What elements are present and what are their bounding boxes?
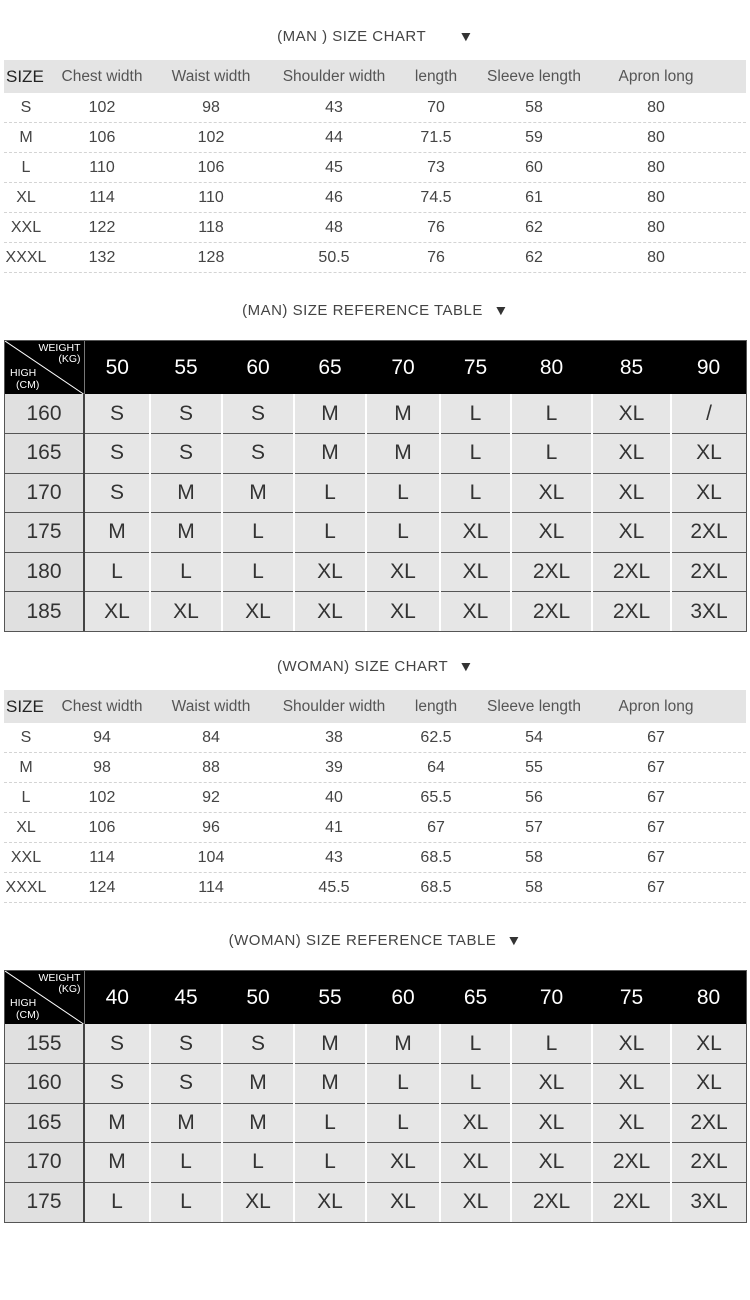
size-cell: 2XL (671, 1103, 746, 1143)
measurement-value: 43 (325, 99, 343, 116)
size-label: XL (16, 189, 36, 206)
triangle-down-icon: ▼ (457, 658, 474, 674)
measurement-value: 132 (88, 249, 116, 266)
measurement-value: 71.5 (420, 129, 452, 146)
weight-header-cell: 65 (294, 341, 366, 394)
table-row (4, 843, 746, 873)
height-cell: 170 (5, 473, 84, 513)
weight-header-cell: 75 (592, 971, 671, 1024)
measurement-value: 104 (197, 849, 225, 866)
table-row (4, 213, 746, 243)
measurement-value: 114 (89, 189, 115, 206)
measurement-value: 55 (525, 759, 543, 776)
measurement-value: 80 (647, 99, 665, 116)
measurement-value: 106 (88, 819, 116, 836)
woman-size-chart-title (0, 656, 750, 676)
table-row (4, 153, 746, 183)
measurement-value: 68.5 (420, 879, 452, 896)
size-cell: L (511, 394, 592, 434)
height-unit-text: (CM) (16, 379, 40, 391)
measurement-value: 84 (202, 729, 220, 746)
measurement-value: 76 (427, 219, 445, 236)
measurement-value: 44 (325, 129, 343, 146)
table-row (5, 1143, 746, 1183)
measurement-value: 102 (88, 99, 116, 116)
measurement-value: 68.5 (420, 849, 452, 866)
size-cell: L (440, 1064, 511, 1104)
weight-header-cell: 90 (671, 341, 746, 394)
size-cell: L (150, 1143, 222, 1183)
weight-unit-text: (KG) (58, 353, 81, 365)
weight-header-cell: 60 (222, 341, 294, 394)
measurement-value: 39 (325, 759, 343, 776)
measurement-value: 61 (525, 189, 543, 206)
size-cell: 2XL (671, 552, 746, 592)
table-row (4, 93, 746, 123)
measurement-value: 118 (198, 219, 224, 236)
header-cell: Apron long (618, 68, 694, 85)
size-chart-header (4, 60, 746, 93)
size-cell: L (366, 1064, 440, 1104)
size-cell: S (150, 1024, 222, 1064)
header-cell: Sleeve length (487, 68, 581, 85)
measurement-value: 96 (202, 819, 220, 836)
size-cell: XL (222, 1182, 294, 1222)
size-cell: XL (366, 592, 440, 632)
height-label-text: HIGH (10, 997, 37, 1009)
header-cell: Chest width (61, 698, 143, 715)
table-row (5, 592, 746, 632)
measurement-value: 64 (427, 759, 445, 776)
header-cell: Waist width (171, 698, 251, 715)
weight-header-cell: 50 (222, 971, 294, 1024)
woman-reference-table (4, 970, 747, 1223)
size-cell: XL (671, 1024, 746, 1064)
height-cell: 175 (5, 513, 84, 553)
size-cell: L (294, 1103, 366, 1143)
size-cell: XL (592, 1064, 671, 1104)
height-cell: 155 (5, 1024, 84, 1064)
size-cell: XL (150, 592, 222, 632)
table-row (5, 1064, 746, 1104)
measurement-value: 38 (325, 729, 343, 746)
size-cell: XL (440, 1143, 511, 1183)
height-unit-text: (CM) (16, 1009, 40, 1021)
measurement-value: 94 (93, 729, 111, 746)
table-row (5, 1024, 746, 1064)
size-cell: M (366, 394, 440, 434)
size-cell: S (84, 1024, 150, 1064)
measurement-value: 67 (647, 759, 665, 776)
size-cell: XL (511, 1103, 592, 1143)
size-label: L (21, 159, 31, 176)
height-cell: 180 (5, 552, 84, 592)
table-row (4, 873, 746, 903)
weight-header-cell: 85 (592, 341, 671, 394)
measurement-value: 59 (525, 129, 543, 146)
size-cell: 2XL (671, 513, 746, 553)
size-cell: XL (592, 394, 671, 434)
measurement-value: 70 (427, 99, 445, 116)
measurement-value: 58 (525, 99, 543, 116)
size-cell: S (150, 394, 222, 434)
size-cell: M (150, 473, 222, 513)
size-cell: 3XL (690, 1190, 728, 1213)
table-row (5, 552, 746, 592)
table-row (4, 123, 746, 153)
table-row (5, 434, 746, 474)
size-cell: XL (671, 1064, 746, 1104)
weight-header-row (5, 971, 746, 1024)
size-cell: S (222, 1024, 294, 1064)
size-cell: L (440, 473, 511, 513)
measurement-value: 80 (647, 129, 665, 146)
size-cell: L (366, 473, 440, 513)
measurement-value: 67 (427, 819, 445, 836)
measurement-value: 45 (325, 159, 343, 176)
size-cell: XL (511, 473, 592, 513)
size-cell: 2XL (671, 1143, 746, 1183)
size-cell: L (366, 1103, 440, 1143)
measurement-value: 80 (647, 159, 665, 176)
height-cell: 165 (5, 1103, 84, 1143)
size-cell: XL (440, 592, 511, 632)
header-cell: Chest width (61, 68, 143, 85)
header-cell: Sleeve length (487, 698, 581, 715)
size-cell: L (511, 1024, 592, 1064)
size-cell: XL (294, 1182, 366, 1222)
weight-label (39, 343, 81, 365)
table-row (5, 394, 746, 434)
header-cell: Shoulder width (282, 698, 386, 715)
measurement-value: 88 (202, 759, 220, 776)
measurement-value: 80 (647, 249, 665, 266)
size-cell: S (84, 434, 150, 474)
header-cell: length (414, 698, 458, 715)
measurement-value: 67 (647, 789, 665, 806)
size-cell: XL (671, 473, 746, 513)
measurement-value: 48 (325, 219, 343, 236)
size-cell: M (366, 1024, 440, 1064)
size-label: XL (16, 819, 36, 836)
measurement-value: 80 (647, 189, 665, 206)
size-cell: M (150, 1103, 222, 1143)
size-cell: L (366, 513, 440, 553)
size-cell: S (222, 394, 294, 434)
size-cell: M (84, 1143, 150, 1183)
header-cell: SIZE (6, 67, 44, 86)
size-label: XXL (10, 849, 42, 866)
table-row (4, 783, 746, 813)
measurement-value: 60 (525, 159, 543, 176)
weight-header-cell: 55 (150, 341, 222, 394)
size-cell: M (150, 513, 222, 553)
measurement-value: 50.5 (318, 249, 350, 266)
size-cell: XL (440, 552, 511, 592)
size-label: XXL (10, 219, 42, 236)
weight-label (39, 973, 81, 995)
header-cell: Waist width (171, 68, 251, 85)
weight-header-cell: 80 (511, 341, 592, 394)
size-cell: L (84, 1182, 150, 1222)
size-cell: XL (294, 552, 366, 592)
measurement-value: 80 (647, 219, 665, 236)
measurement-value: 98 (202, 99, 220, 116)
height-label (10, 367, 39, 391)
size-cell: L (511, 434, 592, 474)
triangle-down-icon: ▼ (506, 932, 523, 948)
size-cell: XL (294, 592, 366, 632)
size-cell: L (294, 1143, 366, 1183)
table-row (5, 473, 746, 513)
weight-header-cell: 70 (511, 971, 592, 1024)
size-cell: M (366, 434, 440, 474)
measurement-value: 41 (325, 819, 343, 836)
measurement-value: 67 (647, 849, 665, 866)
size-cell: M (222, 1064, 294, 1104)
size-cell: 3XL (690, 599, 728, 623)
measurement-value: 124 (88, 879, 116, 896)
measurement-value: 106 (197, 159, 225, 176)
size-cell: XL (592, 434, 671, 474)
size-cell: S (150, 1064, 222, 1104)
height-cell: 165 (5, 434, 84, 474)
measurement-value: 114 (198, 879, 224, 896)
table-row (5, 1103, 746, 1143)
measurement-value: 65.5 (420, 789, 452, 806)
header-cell: Apron long (618, 698, 694, 715)
man-reference-title (0, 300, 750, 320)
height-label (10, 997, 39, 1021)
size-cell: 2XL (511, 592, 592, 632)
size-cell: XL (440, 513, 511, 553)
size-cell: S (84, 394, 150, 434)
size-cell: M (84, 513, 150, 553)
size-cell: S (222, 434, 294, 474)
header-cell: Shoulder width (282, 68, 386, 85)
height-cell: 160 (5, 1064, 84, 1104)
table-row (4, 753, 746, 783)
weight-header-cell: 75 (440, 341, 511, 394)
size-cell: L (440, 394, 511, 434)
measurement-value: 58 (525, 879, 543, 896)
height-cell: 160 (5, 394, 84, 434)
size-cell: S (150, 434, 222, 474)
size-cell: S (84, 1064, 150, 1104)
size-cell: S (84, 473, 150, 513)
measurement-value: 45.5 (318, 879, 350, 896)
size-cell: XL (366, 1182, 440, 1222)
size-cell: L (84, 552, 150, 592)
measurement-value: 56 (525, 789, 543, 806)
table-row (4, 723, 746, 753)
size-cell: XL (592, 513, 671, 553)
size-cell: M (222, 1103, 294, 1143)
size-cell: 2XL (592, 1143, 671, 1183)
size-cell: M (84, 1103, 150, 1143)
height-cell: 175 (5, 1182, 84, 1222)
measurement-value: 128 (197, 249, 225, 266)
size-chart-header (4, 690, 746, 723)
table-row (4, 183, 746, 213)
size-cell: L (440, 1024, 511, 1064)
corner-cell (5, 341, 84, 394)
triangle-down-icon: ▼ (492, 302, 509, 318)
size-cell: XL (222, 592, 294, 632)
weight-header-cell: 40 (84, 971, 150, 1024)
table-row (5, 1182, 746, 1222)
measurement-value: 62.5 (420, 729, 452, 746)
size-cell: L (294, 513, 366, 553)
woman-size-chart (4, 690, 746, 903)
size-label: L (21, 789, 31, 806)
size-cell: M (294, 434, 366, 474)
weight-header-cell: 45 (150, 971, 222, 1024)
size-cell: 2XL (511, 1182, 592, 1222)
measurement-value: 76 (427, 249, 445, 266)
table-row (4, 813, 746, 843)
size-cell: 2XL (592, 592, 671, 632)
size-cell: XL (592, 1103, 671, 1143)
size-label: M (19, 129, 33, 146)
measurement-value: 92 (202, 789, 220, 806)
woman-reference-title (0, 930, 750, 950)
size-cell: L (294, 473, 366, 513)
size-cell: XL (511, 1064, 592, 1104)
size-cell: L (222, 552, 294, 592)
size-cell: XL (440, 1103, 511, 1143)
size-cell: XL (671, 434, 746, 474)
size-cell: / (671, 394, 746, 434)
size-cell: XL (511, 513, 592, 553)
measurement-value: 73 (427, 159, 445, 176)
measurement-value: 122 (88, 219, 116, 236)
size-label: M (19, 759, 33, 776)
weight-header-cell: 65 (440, 971, 511, 1024)
measurement-value: 46 (325, 189, 343, 206)
corner-cell (5, 971, 84, 1024)
header-cell: length (414, 68, 458, 85)
weight-header-cell: 50 (84, 341, 150, 394)
size-cell: XL (592, 1024, 671, 1064)
measurement-value: 67 (647, 729, 665, 746)
measurement-value: 43 (325, 849, 343, 866)
size-cell: L (150, 1182, 222, 1222)
measurement-value: 62 (525, 249, 543, 266)
measurement-value: 102 (88, 789, 116, 806)
measurement-value: 102 (197, 129, 225, 146)
man-reference-title-text: (MAN) SIZE REFERENCE TABLE (242, 302, 483, 319)
measurement-value: 62 (525, 219, 543, 236)
woman-reference-title-text: (WOMAN) SIZE REFERENCE TABLE (228, 932, 497, 949)
measurement-value: 74.5 (420, 189, 452, 206)
measurement-value: 114 (89, 849, 115, 866)
size-cell: M (294, 1064, 366, 1104)
measurement-value: 67 (647, 819, 665, 836)
measurement-value: 67 (647, 879, 665, 896)
size-cell: M (222, 473, 294, 513)
size-label: XXXL (5, 249, 47, 266)
measurement-value: 110 (198, 189, 224, 206)
size-cell: 2XL (592, 552, 671, 592)
measurement-value: 98 (93, 759, 111, 776)
height-label-text: HIGH (10, 367, 37, 379)
size-cell: XL (366, 552, 440, 592)
size-label: S (20, 729, 32, 746)
man-size-chart (4, 60, 746, 273)
man-reference-table (4, 340, 747, 632)
size-cell: XL (592, 473, 671, 513)
size-cell: L (222, 1143, 294, 1183)
weight-header-cell: 70 (366, 341, 440, 394)
size-cell: XL (84, 592, 150, 632)
size-cell: XL (440, 1182, 511, 1222)
weight-header-cell: 60 (366, 971, 440, 1024)
table-row (4, 243, 746, 273)
woman-size-chart-title-text: (WOMAN) SIZE CHART (277, 658, 448, 675)
size-cell: 2XL (511, 552, 592, 592)
measurement-value: 58 (525, 849, 543, 866)
weight-label-text: WEIGHT (38, 342, 81, 354)
triangle-down-icon: ▼ (457, 28, 474, 44)
header-cell: SIZE (6, 697, 44, 716)
measurement-value: 40 (325, 789, 343, 806)
measurement-value: 57 (525, 819, 543, 836)
size-cell: M (294, 1024, 366, 1064)
weight-header-row (5, 341, 746, 394)
size-label: XXXL (5, 879, 47, 896)
size-cell: L (150, 552, 222, 592)
measurement-value: 54 (525, 729, 543, 746)
weight-unit-text: (KG) (58, 983, 81, 995)
size-cell: L (440, 434, 511, 474)
size-cell: M (294, 394, 366, 434)
man-size-chart-title (0, 26, 750, 46)
measurement-value: 110 (89, 159, 115, 176)
weight-label-text: WEIGHT (38, 972, 81, 984)
weight-header-cell: 55 (294, 971, 366, 1024)
size-cell: XL (511, 1143, 592, 1183)
weight-header-cell: 80 (671, 971, 746, 1024)
size-cell: L (222, 513, 294, 553)
size-cell: XL (366, 1143, 440, 1183)
man-size-chart-title-text: (MAN ) SIZE CHART (277, 28, 426, 45)
height-cell: 170 (5, 1143, 84, 1183)
measurement-value: 106 (88, 129, 116, 146)
table-row (5, 513, 746, 553)
size-cell: 2XL (592, 1182, 671, 1222)
height-cell: 185 (5, 592, 84, 632)
size-label: S (20, 99, 32, 116)
